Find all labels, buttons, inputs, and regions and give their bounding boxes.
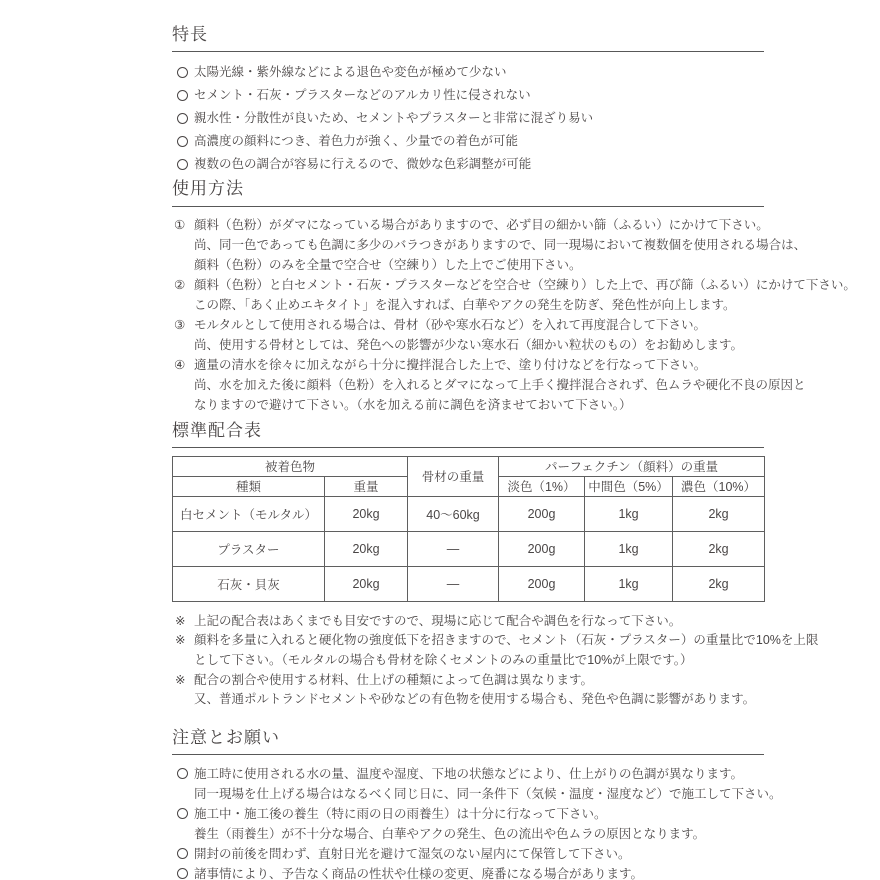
- document-content: [172, 24, 856, 880]
- usage-section-heading: 使用方法: [172, 178, 764, 206]
- usage-steps-list: [172, 215, 856, 415]
- table-cell: 200g: [499, 496, 585, 531]
- table-cell: —: [408, 566, 499, 601]
- line-text: 施工中・施工後の養生（特に雨の日の雨養生）は十分に行なって下さい。: [194, 806, 607, 821]
- table-cell: 白セメント（モルタル）: [173, 496, 325, 531]
- feature-item: [172, 84, 764, 107]
- feature-item: [172, 61, 764, 84]
- table-cell: 2kg: [673, 566, 765, 601]
- usage-step-line: [172, 375, 806, 395]
- feature-item: [172, 153, 764, 176]
- line-text: 顔料（色粉）がダマになっている場合がありますので、必ず目の細かい篩（ふるい）にかけて下さい。: [194, 217, 769, 232]
- circled-step-number: ②: [174, 277, 186, 292]
- table-cell: 1kg: [585, 566, 673, 601]
- mixing-table-section-heading: 標準配合表: [172, 420, 764, 448]
- table-cell: 1kg: [585, 496, 673, 531]
- circled-step-number: ④: [174, 357, 186, 372]
- table-group-header-aggregate-weight: 骨材の重量: [408, 456, 499, 496]
- line-text: 上記の配合表はあくまでも目安ですので、現場に応じて配合や調色を行なって下さい。: [194, 613, 682, 628]
- circled-step-number: ①: [174, 217, 186, 232]
- standard-mixing-table: [172, 456, 765, 602]
- usage-step-line: [172, 395, 764, 415]
- circle-bullet-icon: [177, 808, 188, 819]
- circle-bullet-icon: [177, 768, 188, 779]
- line-text: 顔料（色粉）と白セメント・石灰・プラスターなどを空合せ（空練り）した上で、再び篩（ふるい）にかけて下さい。: [194, 277, 856, 292]
- cautions-section-heading: 注意とお願い: [172, 727, 764, 755]
- table-row: [173, 566, 765, 601]
- usage-step-line: [172, 355, 764, 375]
- circle-bullet-icon: [177, 90, 188, 101]
- table-cell: —: [408, 531, 499, 566]
- table-row: [173, 531, 765, 566]
- mixing-note-line: [172, 612, 764, 632]
- usage-step-line: [172, 335, 764, 355]
- line-text: 親水性・分散性が良いため、セメントやプラスターと非常に混ざり易い: [194, 111, 594, 126]
- mixing-note-line: [172, 651, 764, 671]
- mixing-note-line: [172, 690, 764, 710]
- line-text: 顔料を多量に入れると硬化物の強度低下を招きますので、セメント（石灰・プラスター）の重量比で10%を上限: [194, 633, 819, 648]
- reference-mark-icon: ※: [175, 613, 186, 628]
- line-text: この際、「あく止めエキタイト」を混入すれば、白華やアクの発生を防ぎ、発色性が向上します。: [194, 297, 736, 312]
- mixing-notes-list: [172, 612, 819, 710]
- table-header-weight: 重量: [325, 476, 408, 496]
- circle-bullet-icon: [177, 159, 188, 170]
- circle-bullet-icon: [177, 113, 188, 124]
- usage-step-line: [172, 275, 856, 295]
- mixing-note-line: [172, 631, 819, 651]
- line-text: 尚、同一色であっても色調に多少のバラつきがありますので、同一現場において複数個を使用される場合は、: [194, 237, 807, 252]
- table-header-deep-color: 濃色（10%）: [673, 476, 765, 496]
- circle-bullet-icon: [177, 848, 188, 859]
- line-text: 適量の清水を徐々に加えながら十分に攪拌混合した上で、塗り付けなどを行なって下さい。: [194, 357, 707, 372]
- feature-item: [172, 130, 764, 153]
- circled-step-number: ③: [174, 317, 186, 332]
- caution-item: [172, 804, 764, 824]
- line-text: なりますので避けて下さい。（水を加える前に調色を済ませておいて下さい。）: [194, 397, 632, 412]
- table-header-type: 種類: [173, 476, 325, 496]
- table-cell: 2kg: [673, 531, 765, 566]
- table-cell: 石灰・貝灰: [173, 566, 325, 601]
- line-text: 尚、水を加えた後に顔料（色粉）を入れるとダマになって上手く攪拌混合されず、色ムラや硬化不良の原因と: [194, 377, 806, 392]
- table-row: [173, 496, 765, 531]
- feature-item: [172, 107, 764, 130]
- usage-step-line: [172, 315, 764, 335]
- line-text: 配合の割合や使用する材料、仕上げの種類によって色調は異なります。: [194, 672, 594, 687]
- cautions-list: [172, 764, 782, 880]
- table-cell: 200g: [499, 566, 585, 601]
- line-text: 高濃度の顔料につき、着色力が強く、少量での着色が可能: [194, 134, 519, 149]
- usage-step-line: [172, 255, 764, 275]
- circle-bullet-icon: [177, 868, 188, 879]
- table-group-header-colorant-target: 被着色物: [173, 456, 408, 476]
- line-text: モルタルとして使用される場合は、骨材（砂や寒水石など）を入れて再度混合して下さい。: [194, 317, 707, 332]
- line-text: 太陽光線・紫外線などによる退色や変色が極めて少ない: [194, 65, 507, 80]
- table-cell: 2kg: [673, 496, 765, 531]
- mixing-note-line: [172, 671, 764, 691]
- features-list: [172, 61, 764, 176]
- table-cell: 20kg: [325, 531, 408, 566]
- caution-item: [172, 864, 764, 880]
- caution-item: [172, 844, 764, 864]
- table-cell: 20kg: [325, 566, 408, 601]
- reference-mark-icon: ※: [175, 672, 186, 687]
- usage-step-line: [172, 295, 764, 315]
- line-text: として下さい。（モルタルの場合も骨材を除くセメントのみの重量比で10%が上限です。）: [194, 652, 693, 667]
- line-text: 尚、使用する骨材としては、発色への影響が少ない寒水石（細かい粒状のもの）をお勧めします。: [194, 337, 744, 352]
- line-text: 諸事情により、予告なく商品の性状や仕様の変更、廃番になる場合があります。: [194, 866, 644, 880]
- caution-item: [172, 764, 764, 784]
- line-text: セメント・石灰・プラスターなどのアルカリ性に侵されない: [194, 88, 531, 103]
- table-header-middle-color: 中間色（5%）: [585, 476, 673, 496]
- usage-step-line: [172, 215, 769, 235]
- circle-bullet-icon: [177, 136, 188, 147]
- table-cell: 40〜60kg: [408, 496, 499, 531]
- table-cell: プラスター: [173, 531, 325, 566]
- table-group-header-pigment-weight: パーフェクチン（顔料）の重量: [499, 456, 765, 476]
- line-text: 同一現場を仕上げる場合はなるべく同じ日に、同一条件下（気候・温度・湿度など）で施工して下さい。: [194, 786, 782, 801]
- caution-item: [172, 784, 782, 804]
- line-text: 顔料（色粉）のみを全量で空合せ（空練り）した上でご使用下さい。: [194, 257, 582, 272]
- line-text: 開封の前後を問わず、直射日光を避けて湿気のない屋内にて保管して下さい。: [194, 846, 631, 861]
- line-text: 複数の色の調合が容易に行えるので、微妙な色彩調整が可能: [194, 157, 532, 172]
- table-cell: 200g: [499, 531, 585, 566]
- circle-bullet-icon: [177, 67, 188, 78]
- usage-step-line: [172, 235, 807, 255]
- line-text: 施工時に使用される水の量、温度や湿度、下地の状態などにより、仕上がりの色調が異なります。: [194, 766, 744, 781]
- line-text: 養生（雨養生）が不十分な場合、白華やアクの発生、色の流出や色ムラの原因となります。: [194, 826, 706, 841]
- line-text: 又、普通ポルトランドセメントや砂などの有色物を使用する場合も、発色や色調に影響があります。: [194, 692, 756, 707]
- table-cell: 20kg: [325, 496, 408, 531]
- caution-item: [172, 824, 764, 844]
- table-cell: 1kg: [585, 531, 673, 566]
- table-header-light-color: 淡色（1%）: [499, 476, 585, 496]
- reference-mark-icon: ※: [175, 633, 186, 648]
- features-section-heading: 特長: [172, 24, 764, 52]
